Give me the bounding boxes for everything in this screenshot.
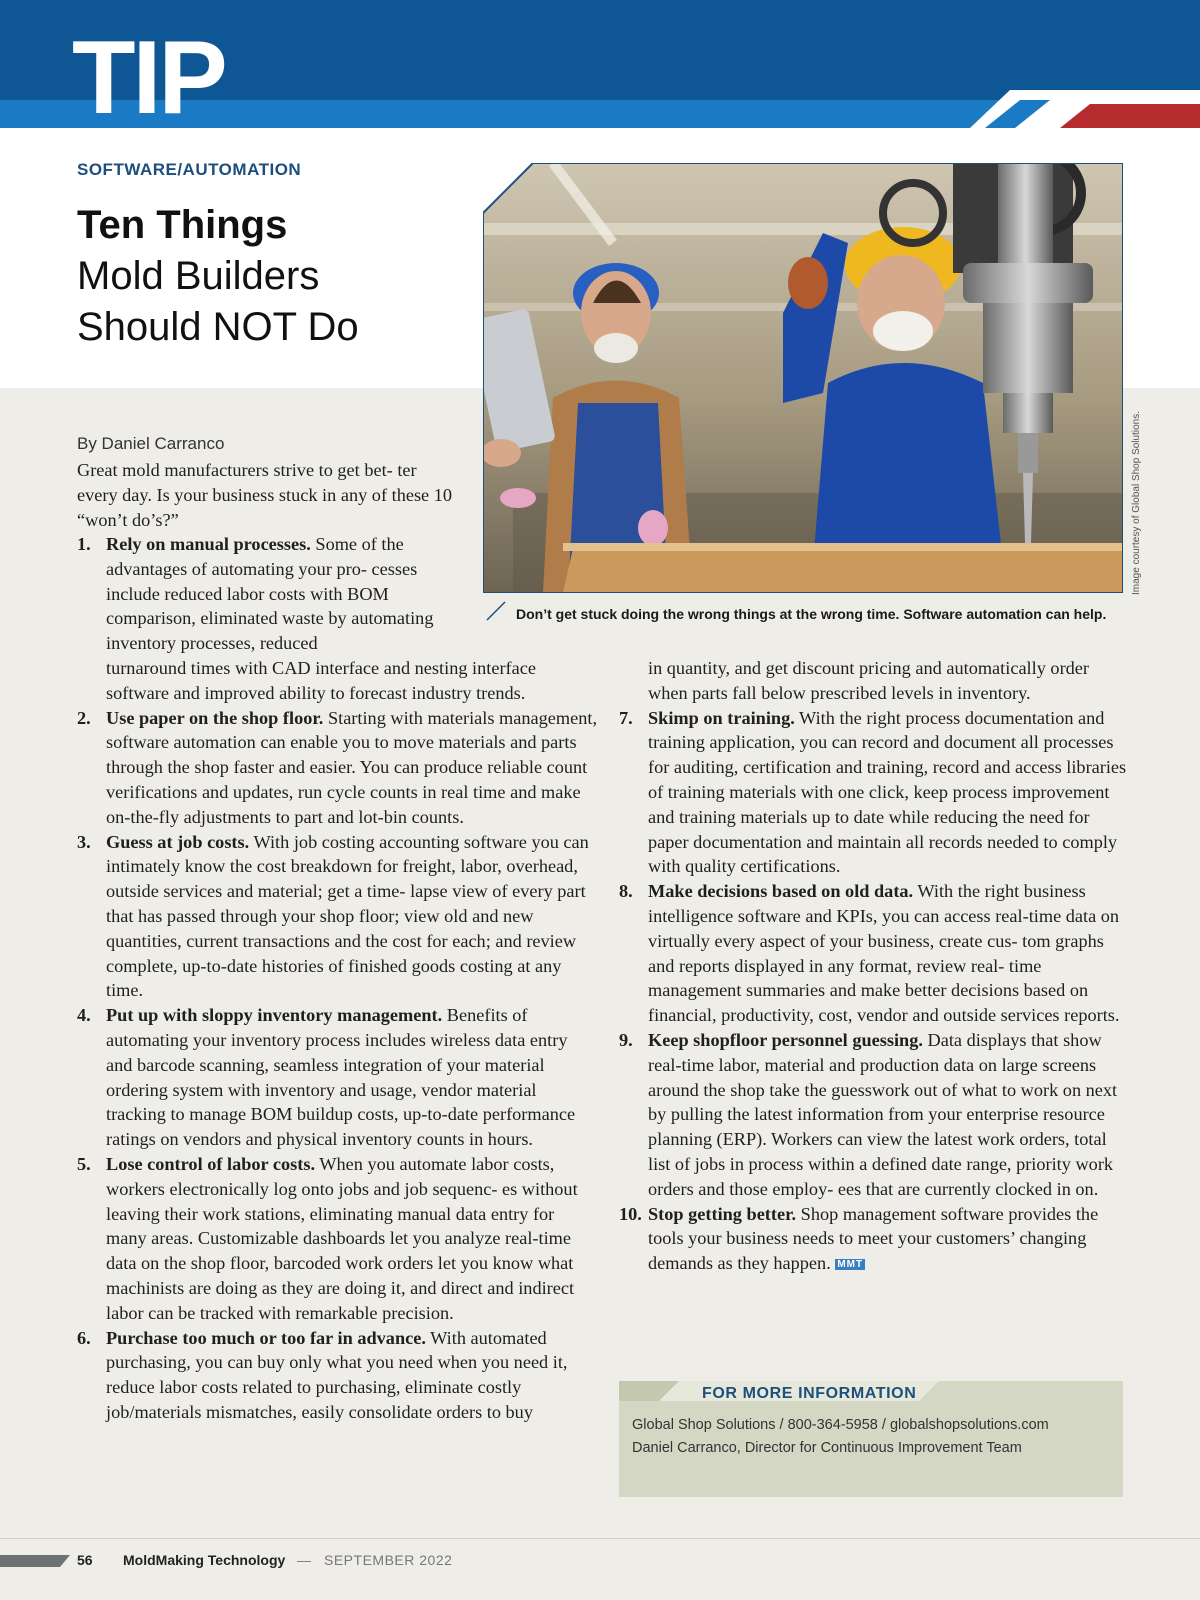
item-heading: Stop getting better.: [648, 1203, 797, 1224]
issue-date: SEPTEMBER 2022: [324, 1552, 453, 1568]
item-number: 3.: [77, 831, 91, 852]
item-number: 9.: [619, 1029, 633, 1050]
item-heading: Put up with sloppy inventory management.: [106, 1005, 443, 1026]
item-heading: Use paper on the shop floor.: [106, 707, 324, 728]
footer-divider: [0, 1538, 1200, 1539]
item-text: Data displays that show real-time labor, material and production data on large screens around the shop take the guesswork out of what to work on next by pulling the latest information from your enterprise resource planning (ERP). Workers can view the latest work orders, total list of jobs in process within a defined date range, priority work orders and those employ- ees that are currently clocked in on.: [648, 1029, 1118, 1199]
list-item-1-top: [77, 532, 437, 656]
page-number: 56: [77, 1552, 93, 1568]
list-item: [619, 706, 1131, 880]
list-item: [77, 1326, 597, 1425]
byline: By Daniel Carranco: [77, 434, 225, 453]
publication-name: MoldMaking Technology: [123, 1552, 286, 1568]
title-line-1: Ten Things: [77, 203, 288, 247]
list-item: [619, 1028, 1131, 1202]
list-item: 1. Rely on manual processes. Some of the advantages of automating your pro- cesses include reduced labor costs with BOM comparison, eliminated waste by automating inventory processes, reduced: [77, 534, 434, 654]
item-heading: Rely on manual processes.: [106, 534, 311, 554]
list-item: [77, 1152, 597, 1326]
item-number: 2.: [77, 707, 91, 728]
photo-caption: Don’t get stuck doing the wrong things at the wrong time. Software automation can help.: [516, 606, 1107, 622]
article-photo: [483, 163, 1123, 593]
footer-bar-shape: [0, 1555, 70, 1567]
item-heading: Skimp on training.: [648, 707, 795, 728]
article-title: [77, 200, 359, 353]
intro-paragraph: Great mold manufacturers strive to get bet- ter every day. Is your business stuck in any of these 10 “won’t do’s?”: [77, 460, 453, 530]
info-box: [619, 1381, 1123, 1497]
item-text: Shop management software provides the tools your business needs to meet your customers’ changing demands as they happen.: [648, 1203, 1099, 1274]
info-contact-line: Global Shop Solutions / 800-364-5958 / globalshopsolutions.com: [632, 1417, 1049, 1433]
left-column: [77, 656, 597, 1425]
item-text: With the right business intelligence software and KPIs, you can access real-time data on virtually every aspect of your business, create cus- tom graphs and reports displayed in any format, review real- time management summaries and make better decisions based on financial, productivity, cost, vendor and outside services reports.: [648, 881, 1120, 1026]
item-number: 4.: [77, 1005, 91, 1026]
list-item-1-continued: turnaround times with CAD interface and nesting interface software and improved ability to forecast industry trends.: [106, 658, 536, 703]
item-text: With the right process documentation and training application, you can record and document all processes for auditing, certification and training, record and access libraries of training materials with one click, keep process improvement and training materials up to date while reducing the need for paper documentation and maintain all records needed to comply with quality certifications.: [648, 707, 1127, 877]
info-author-line: Daniel Carranco, Director for Continuous Improvement Team: [632, 1440, 1022, 1456]
list-item-6-continued: in quantity, and get discount pricing and automatically order when parts fall below prescribed levels in inventory.: [648, 658, 1089, 703]
photo-credit: Image courtesy of Global Shop Solutions.: [1131, 411, 1142, 595]
list-item: [77, 1003, 597, 1152]
info-box-title: FOR MORE INFORMATION: [702, 1385, 917, 1402]
item-number: 5.: [77, 1153, 91, 1174]
title-line-2: Mold Builders: [77, 254, 320, 298]
caption-slash-icon: [485, 600, 507, 622]
item-heading: Purchase too much or too far in advance.: [106, 1327, 426, 1348]
list-item: [619, 879, 1131, 1028]
item-number: 6.: [77, 1327, 91, 1348]
list-item: [77, 706, 597, 830]
list-item: [619, 1202, 1131, 1276]
tip-label: TIP: [72, 20, 225, 136]
item-number: 8.: [619, 881, 633, 902]
section-label: SOFTWARE/AUTOMATION: [77, 160, 302, 179]
item-text: With automated purchasing, you can buy only what you need when you need it, reduce labor costs related to purchasing, eliminate costly job/materials mismatches, easily consolidate orders to buy: [106, 1327, 568, 1422]
item-text: Starting with materials management, software automation can enable you to move materials and parts through the shop faster and easier. You can produce reliable count verifications and updates, run cycle counts in real time and make on-the-fly adjustments to part and lot-bin counts.: [106, 707, 598, 827]
item-text: With job costing accounting software you can intimately know the cost breakdown for freight, labor, overhead, outside services and material; get a time- lapse view of every part that has passed through your shop floor; view old and new quantities, current transactions and the cost for each; and review complete, up-to-date histories of finished goods costing at any time.: [106, 831, 589, 1001]
right-column: [619, 656, 1131, 1276]
item-text: When you automate labor costs, workers electronically log onto jobs and job sequenc- es without leaving their work stations, eliminating manual data entry for many areas. Customizable dashboards let you analyze real-time data on the shop floor, barcoded work orders let you know what machinists are doing as they are doing it, and direct and indirect labor can be tracked with remarkable precision.: [106, 1153, 578, 1323]
item-number: 1.: [77, 534, 91, 554]
list-item: [77, 830, 597, 1004]
item-heading: Keep shopfloor personnel guessing.: [648, 1029, 923, 1050]
item-number: 7.: [619, 707, 633, 728]
end-mark-logo: MMT: [837, 1259, 864, 1271]
title-line-3: Should NOT Do: [77, 305, 359, 349]
footer-separator: —: [297, 1552, 311, 1568]
item-text: Benefits of automating your inventory process includes wireless data entry and barcode scanning, seamless integration of your material ordering system with inventory and usage, vendor material tracking to manage BOM buildup costs, up-to-date performance ratings on vendors and physical inventory counts in hours.: [106, 1005, 576, 1150]
item-number: 10.: [619, 1203, 642, 1224]
item-heading: Guess at job costs.: [106, 831, 250, 852]
item-heading: Lose control of labor costs.: [106, 1153, 316, 1174]
item-heading: Make decisions based on old data.: [648, 881, 914, 902]
